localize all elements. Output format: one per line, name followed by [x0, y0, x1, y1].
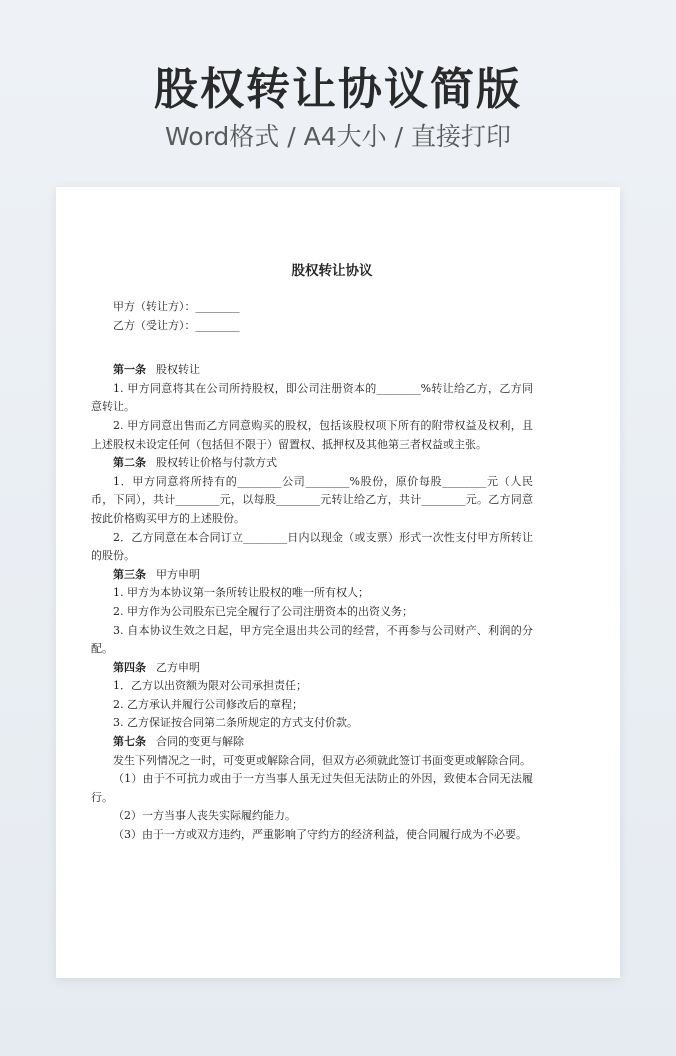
paragraph: 1. 甲方为本协议第一条所转让股权的唯一所有权人；	[113, 586, 369, 600]
section-heading-text: 股权转让	[156, 363, 200, 377]
party-b-line: 乙方（受让方）：________	[113, 318, 240, 332]
paragraph: 3. 乙方保证按合同第二条所规定的方式支付价款。	[113, 716, 358, 730]
party-a-line: 甲方（转让方）：________	[113, 300, 240, 313]
paragraph: 2. 甲方同意出售而乙方同意购买的股权，包括该股权项下所有的附带权益及权利，且上述股权未设定任何（包括但不限于）留置权、抵押权及其他第三者权益或主张。	[91, 418, 533, 451]
section-heading	[91, 566, 533, 585]
section-heading	[91, 361, 533, 380]
paragraph: 1. 甲方同意将其在公司所持股权，即公司注册资本的________%转让给乙方，乙方同意转让。	[91, 381, 533, 414]
section-heading-text: 甲方申明	[156, 567, 200, 581]
document-title: 股权转让协议	[291, 263, 373, 279]
section-number: 第二条	[113, 456, 146, 470]
paragraph: 2. 乙方承认并履行公司修改后的章程；	[113, 697, 303, 711]
section-heading	[91, 733, 533, 752]
section-heading-text: 乙方申明	[156, 660, 200, 674]
paragraph: 2．乙方同意在本合同订立________日内以现金（或支票）形式一次性支付甲方所转让的股份。	[91, 530, 533, 563]
section-number: 第一条	[113, 363, 146, 377]
document-body	[91, 256, 533, 845]
paragraph: 2. 甲方作为公司股东已完全履行了公司注册资本的出资义务；	[113, 604, 413, 618]
section-heading-text: 合同的变更与解除	[156, 735, 244, 749]
paragraph: （1）由于不可抗力或由于一方当事人虽无过失但无法防止的外因，致使本合同无法履行。	[91, 772, 533, 804]
paragraph: 3. 自本协议生效之日起，甲方完全退出共公司的经营，不再参与公司财产、利润的分配。	[91, 623, 533, 656]
paragraph: （3）由于一方或双方违约，严重影响了守约方的经济利益，使合同履行成为不必要。	[113, 828, 527, 842]
paragraph: 1．甲方同意将所持有的________公司________%股份，原价每股________元（人民币，下同），共计________元，以每股________元转让给乙方，共计________元。乙方同意按此价格购买甲方的上述股份。	[91, 474, 533, 525]
section-heading	[91, 454, 533, 473]
section-heading	[91, 659, 533, 678]
page-title: 股权转让协议简版	[154, 64, 522, 115]
spacer	[91, 335, 533, 361]
section-number: 第四条	[113, 660, 146, 674]
section-number: 第三条	[113, 567, 146, 581]
page-subtitle: Word格式 / A4大小 / 直接打印	[165, 122, 511, 151]
paragraph: 发生下列情况之一时，可变更或解除合同，但双方必须就此签订书面变更或解除合同。	[113, 753, 531, 767]
paragraph: （2）一方当事人丧失实际履约能力。	[113, 809, 296, 823]
section-heading-text: 股权转让价格与付款方式	[156, 456, 277, 470]
paragraph: 1．乙方以出资额为限对公司承担责任；	[113, 679, 307, 693]
section-number: 第七条	[113, 735, 146, 749]
